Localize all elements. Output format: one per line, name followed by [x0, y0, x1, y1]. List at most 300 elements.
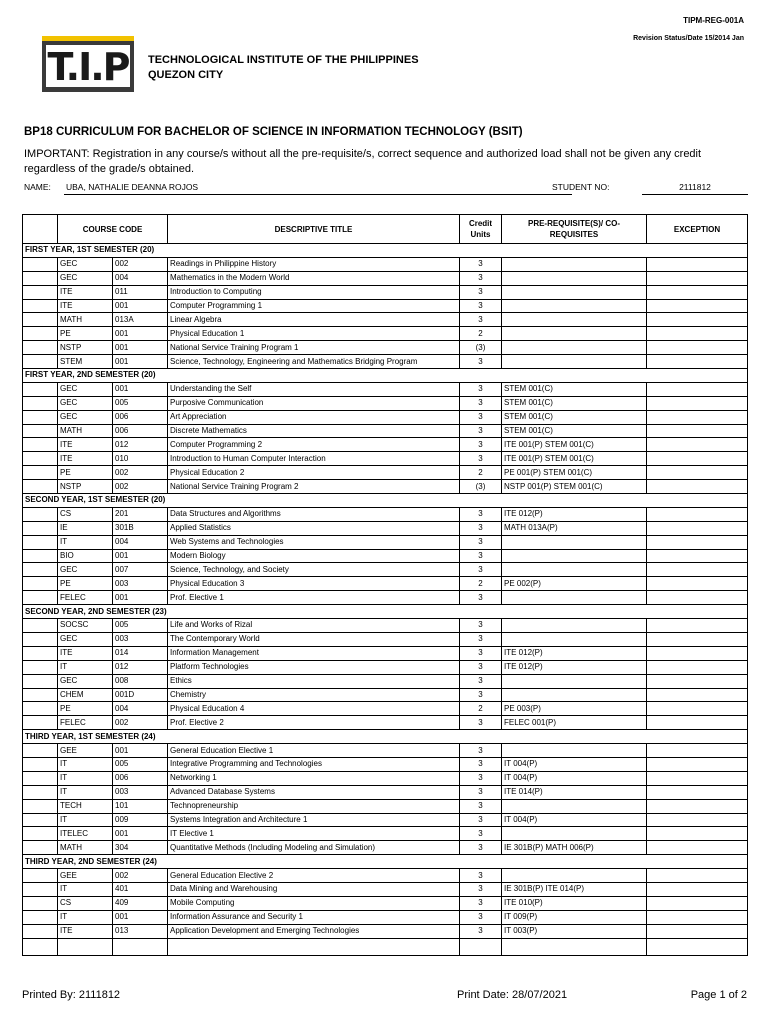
course-subject: CS: [58, 896, 113, 910]
prerequisites: [502, 799, 647, 813]
course-number: 010: [113, 452, 168, 466]
student-no-label: STUDENT NO:: [552, 182, 610, 192]
row-blank-cell: [23, 799, 58, 813]
semester-label: SECOND YEAR, 1ST SEMESTER (20): [23, 494, 748, 508]
course-title: National Service Training Program 1: [168, 341, 460, 355]
course-subject: CHEM: [58, 688, 113, 702]
course-subject: IT: [58, 660, 113, 674]
name-label: NAME:: [24, 182, 51, 192]
exception: [647, 507, 748, 521]
course-number: 012: [113, 660, 168, 674]
credit-units: 3: [460, 507, 502, 521]
prerequisites: ITE 012(P): [502, 660, 647, 674]
prerequisites: [502, 257, 647, 271]
course-title: Platform Technologies: [168, 660, 460, 674]
exception: [647, 827, 748, 841]
exception: [647, 521, 748, 535]
exception: [647, 757, 748, 771]
course-number: 401: [113, 882, 168, 896]
table-row: [23, 480, 748, 494]
semester-header-row: [23, 494, 748, 508]
course-number: 003: [113, 577, 168, 591]
exception: [647, 771, 748, 785]
row-blank-cell: [23, 785, 58, 799]
header-descriptive-title: DESCRIPTIVE TITLE: [168, 215, 460, 244]
course-title: Quantitative Methods (Including Modeling and Simulation): [168, 841, 460, 855]
course-title: Chemistry: [168, 688, 460, 702]
header-credit-units: Credit Units: [460, 215, 502, 244]
credit-units: 3: [460, 744, 502, 758]
table-row: [23, 660, 748, 674]
course-subject: IT: [58, 771, 113, 785]
course-number: 001: [113, 341, 168, 355]
exception: [647, 424, 748, 438]
prerequisites: [502, 619, 647, 633]
course-title: Discrete Mathematics: [168, 424, 460, 438]
row-blank-cell: [23, 299, 58, 313]
prerequisites: STEM 001(C): [502, 424, 647, 438]
course-subject: GEC: [58, 382, 113, 396]
semester-header-row: [23, 855, 748, 869]
prerequisites: [502, 549, 647, 563]
course-number: 002: [113, 480, 168, 494]
table-row: [23, 563, 748, 577]
prerequisites: ITE 014(P): [502, 785, 647, 799]
row-blank-cell: [23, 327, 58, 341]
row-blank-cell: [23, 896, 58, 910]
course-title: Computer Programming 1: [168, 299, 460, 313]
table-row: [23, 355, 748, 369]
course-subject: GEC: [58, 271, 113, 285]
course-subject: GEC: [58, 257, 113, 271]
row-blank-cell: [23, 882, 58, 896]
course-title: Web Systems and Technologies: [168, 535, 460, 549]
prerequisites: ITE 010(P): [502, 896, 647, 910]
table-row: [23, 396, 748, 410]
course-subject: GEC: [58, 396, 113, 410]
semester-header-row: [23, 730, 748, 744]
table-row: [23, 688, 748, 702]
course-subject: CS: [58, 507, 113, 521]
course-subject: ITE: [58, 924, 113, 938]
table-row: [23, 702, 748, 716]
course-number: 002: [113, 716, 168, 730]
table-row: [23, 910, 748, 924]
row-blank-cell: [23, 688, 58, 702]
course-subject: ITELEC: [58, 827, 113, 841]
credit-units: 3: [460, 438, 502, 452]
prerequisites: [502, 271, 647, 285]
course-number: 002: [113, 869, 168, 883]
credit-units: 3: [460, 257, 502, 271]
course-subject: ITE: [58, 438, 113, 452]
credit-units: 3: [460, 869, 502, 883]
row-blank-cell: [23, 577, 58, 591]
header-exception: EXCEPTION: [647, 215, 748, 244]
credit-units: 3: [460, 757, 502, 771]
course-title: Introduction to Computing: [168, 285, 460, 299]
important-notice: IMPORTANT: Registration in any course/s without all the pre-requisite/s, correct sequence and authorized load shall not be given any credit regardless of the grade/s obtained.: [24, 148, 702, 175]
course-number: 008: [113, 674, 168, 688]
course-title: Advanced Database Systems: [168, 785, 460, 799]
course-subject: GEE: [58, 869, 113, 883]
course-subject: ITE: [58, 285, 113, 299]
semester-label: SECOND YEAR, 2ND SEMESTER (23): [23, 605, 748, 619]
course-title: Mobile Computing: [168, 896, 460, 910]
credit-units: 3: [460, 591, 502, 605]
prerequisites: ITE 001(P) STEM 001(C): [502, 452, 647, 466]
credit-units: 3: [460, 299, 502, 313]
prerequisites: [502, 827, 647, 841]
exception: [647, 257, 748, 271]
course-subject: MATH: [58, 841, 113, 855]
credit-units: 3: [460, 646, 502, 660]
prerequisites: IT 004(P): [502, 813, 647, 827]
course-number: 004: [113, 702, 168, 716]
table-row: [23, 466, 748, 480]
course-number: 014: [113, 646, 168, 660]
exception: [647, 591, 748, 605]
exception: [647, 438, 748, 452]
row-blank-cell: [23, 660, 58, 674]
course-subject: BIO: [58, 549, 113, 563]
table-row: [23, 869, 748, 883]
credit-units: 3: [460, 271, 502, 285]
exception: [647, 577, 748, 591]
exception: [647, 799, 748, 813]
student-name: UBA, NATHALIE DEANNA ROJOS: [66, 182, 199, 192]
course-number: 009: [113, 813, 168, 827]
prerequisites: PE 001(P) STEM 001(C): [502, 466, 647, 480]
semester-label: THIRD YEAR, 1ST SEMESTER (24): [23, 730, 748, 744]
course-number: 001: [113, 549, 168, 563]
table-row: [23, 549, 748, 563]
course-title: Data Structures and Algorithms: [168, 507, 460, 521]
credit-units: 3: [460, 813, 502, 827]
course-number: 012: [113, 438, 168, 452]
prerequisites: [502, 327, 647, 341]
credit-units: 3: [460, 396, 502, 410]
row-blank-cell: [23, 702, 58, 716]
course-number: 013A: [113, 313, 168, 327]
credit-units: 3: [460, 632, 502, 646]
exception: [647, 702, 748, 716]
exception: [647, 466, 748, 480]
row-blank-cell: [23, 535, 58, 549]
empty-cell: [23, 938, 58, 955]
row-blank-cell: [23, 716, 58, 730]
course-number: 001: [113, 355, 168, 369]
course-subject: GEC: [58, 674, 113, 688]
prerequisites: IT 009(P): [502, 910, 647, 924]
table-row: [23, 452, 748, 466]
credit-units: 3: [460, 910, 502, 924]
row-blank-cell: [23, 744, 58, 758]
course-number: 006: [113, 410, 168, 424]
course-number: 011: [113, 285, 168, 299]
course-number: 004: [113, 535, 168, 549]
page-number: Page 1 of 2: [690, 989, 747, 1001]
prerequisites: ITE 012(P): [502, 646, 647, 660]
prerequisites: [502, 341, 647, 355]
course-number: 006: [113, 771, 168, 785]
course-number: 002: [113, 257, 168, 271]
course-subject: GEE: [58, 744, 113, 758]
prerequisites: [502, 591, 647, 605]
prerequisites: IT 004(P): [502, 757, 647, 771]
course-number: 005: [113, 619, 168, 633]
credit-units: 3: [460, 563, 502, 577]
exception: [647, 813, 748, 827]
exception: [647, 299, 748, 313]
course-subject: IT: [58, 813, 113, 827]
table-row: [23, 785, 748, 799]
course-title: Understanding the Self: [168, 382, 460, 396]
course-title: National Service Training Program 2: [168, 480, 460, 494]
institution-name: TECHNOLOGICAL INSTITUTE OF THE PHILIPPINES: [148, 54, 419, 66]
table-row: [23, 619, 748, 633]
exception: [647, 313, 748, 327]
exception: [647, 660, 748, 674]
course-subject: PE: [58, 577, 113, 591]
table-row: [23, 841, 748, 855]
exception: [647, 632, 748, 646]
credit-units: 3: [460, 785, 502, 799]
row-blank-cell: [23, 591, 58, 605]
course-subject: PE: [58, 327, 113, 341]
semester-label: FIRST YEAR, 1ST SEMESTER (20): [23, 244, 748, 258]
credit-units: 3: [460, 771, 502, 785]
course-title: IT Elective 1: [168, 827, 460, 841]
table-row: [23, 299, 748, 313]
institution-block: [148, 53, 419, 83]
course-number: 003: [113, 785, 168, 799]
credit-units: 3: [460, 841, 502, 855]
course-title: Application Development and Emerging Technologies: [168, 924, 460, 938]
empty-cell: [113, 938, 168, 955]
table-row: [23, 716, 748, 730]
table-row: [23, 577, 748, 591]
course-title: Introduction to Human Computer Interaction: [168, 452, 460, 466]
course-number: 007: [113, 563, 168, 577]
table-row: [23, 827, 748, 841]
credit-units: 3: [460, 285, 502, 299]
row-blank-cell: [23, 924, 58, 938]
header-blank: [23, 215, 58, 244]
course-number: 013: [113, 924, 168, 938]
curriculum-title: BP18 CURRICULUM FOR BACHELOR OF SCIENCE IN INFORMATION TECHNOLOGY (BSIT): [24, 126, 523, 138]
course-subject: IT: [58, 882, 113, 896]
course-title: Physical Education 3: [168, 577, 460, 591]
empty-cell: [502, 938, 647, 955]
prerequisites: IT 004(P): [502, 771, 647, 785]
credit-units: 3: [460, 521, 502, 535]
document-code: TIPM-REG-001A: [683, 16, 744, 25]
row-blank-cell: [23, 771, 58, 785]
course-subject: FELEC: [58, 591, 113, 605]
prerequisites: [502, 285, 647, 299]
credit-units: 3: [460, 827, 502, 841]
course-number: 006: [113, 424, 168, 438]
course-number: 001D: [113, 688, 168, 702]
prerequisites: [502, 674, 647, 688]
credit-units: 2: [460, 327, 502, 341]
exception: [647, 688, 748, 702]
prerequisites: [502, 355, 647, 369]
table-row: [23, 535, 748, 549]
table-row: [23, 744, 748, 758]
course-title: Information Management: [168, 646, 460, 660]
prerequisites: MATH 013A(P): [502, 521, 647, 535]
prerequisites: [502, 535, 647, 549]
table-row: [23, 632, 748, 646]
exception: [647, 785, 748, 799]
course-subject: ITE: [58, 452, 113, 466]
credit-units: 2: [460, 577, 502, 591]
empty-cell: [460, 938, 502, 955]
print-date: Print Date: 28/07/2021: [457, 989, 568, 1001]
student-info: [24, 180, 748, 196]
course-title: Modern Biology: [168, 549, 460, 563]
prerequisites: NSTP 001(P) STEM 001(C): [502, 480, 647, 494]
exception: [647, 619, 748, 633]
course-subject: PE: [58, 466, 113, 480]
course-title: Integrative Programming and Technologies: [168, 757, 460, 771]
row-blank-cell: [23, 424, 58, 438]
course-subject: SOCSC: [58, 619, 113, 633]
row-blank-cell: [23, 466, 58, 480]
table-row: [23, 591, 748, 605]
course-number: 101: [113, 799, 168, 813]
course-number: 005: [113, 396, 168, 410]
exception: [647, 674, 748, 688]
course-number: 001: [113, 910, 168, 924]
row-blank-cell: [23, 355, 58, 369]
credit-units: 3: [460, 882, 502, 896]
table-row: [23, 271, 748, 285]
course-title: Prof. Elective 1: [168, 591, 460, 605]
tip-logo: [42, 36, 134, 92]
name-field: [64, 182, 572, 195]
row-blank-cell: [23, 549, 58, 563]
credit-units: 3: [460, 619, 502, 633]
course-subject: IT: [58, 785, 113, 799]
prerequisites: STEM 001(C): [502, 382, 647, 396]
course-title: Mathematics in the Modern World: [168, 271, 460, 285]
course-number: 001: [113, 299, 168, 313]
course-title: Physical Education 2: [168, 466, 460, 480]
course-title: Systems Integration and Architecture 1: [168, 813, 460, 827]
course-number: 004: [113, 271, 168, 285]
course-number: 201: [113, 507, 168, 521]
row-blank-cell: [23, 827, 58, 841]
row-blank-cell: [23, 396, 58, 410]
course-subject: MATH: [58, 313, 113, 327]
credit-units: 2: [460, 702, 502, 716]
table-row: [23, 327, 748, 341]
course-title: The Contemporary World: [168, 632, 460, 646]
row-blank-cell: [23, 910, 58, 924]
prerequisites: ITE 012(P): [502, 507, 647, 521]
course-title: Prof. Elective 2: [168, 716, 460, 730]
prerequisites: [502, 744, 647, 758]
table-row: [23, 924, 748, 938]
row-blank-cell: [23, 382, 58, 396]
exception: [647, 341, 748, 355]
course-subject: MATH: [58, 424, 113, 438]
revision-status: Revision Status/Date 15/2014 Jan: [633, 35, 744, 42]
table-row: [23, 438, 748, 452]
credit-units: 3: [460, 410, 502, 424]
table-row: [23, 896, 748, 910]
course-title: Applied Statistics: [168, 521, 460, 535]
table-row: [23, 674, 748, 688]
course-subject: ITE: [58, 646, 113, 660]
row-blank-cell: [23, 619, 58, 633]
exception: [647, 744, 748, 758]
semester-label: THIRD YEAR, 2ND SEMESTER (24): [23, 855, 748, 869]
course-number: 003: [113, 632, 168, 646]
curriculum-body: [23, 244, 748, 956]
row-blank-cell: [23, 452, 58, 466]
printed-by: Printed By: 2111812: [22, 989, 121, 1001]
table-row: [23, 341, 748, 355]
row-blank-cell: [23, 341, 58, 355]
prerequisites: [502, 869, 647, 883]
credit-units: (3): [460, 341, 502, 355]
course-title: Purposive Communication: [168, 396, 460, 410]
semester-header-row: [23, 244, 748, 258]
student-no-value: 2111812: [642, 182, 748, 195]
row-blank-cell: [23, 674, 58, 688]
prerequisites: PE 002(P): [502, 577, 647, 591]
exception: [647, 327, 748, 341]
course-subject: ITE: [58, 299, 113, 313]
exception: [647, 549, 748, 563]
credit-units: 3: [460, 355, 502, 369]
exception: [647, 646, 748, 660]
row-blank-cell: [23, 507, 58, 521]
prerequisites: IE 301B(P) MATH 006(P): [502, 841, 647, 855]
course-subject: STEM: [58, 355, 113, 369]
semester-header-row: [23, 369, 748, 383]
credit-units: 3: [460, 452, 502, 466]
credit-units: 3: [460, 313, 502, 327]
prerequisites: IE 301B(P) ITE 014(P): [502, 882, 647, 896]
course-subject: IT: [58, 757, 113, 771]
row-blank-cell: [23, 632, 58, 646]
course-title: Computer Programming 2: [168, 438, 460, 452]
course-title: Data Mining and Warehousing: [168, 882, 460, 896]
course-subject: NSTP: [58, 341, 113, 355]
credit-units: 3: [460, 674, 502, 688]
course-number: 005: [113, 757, 168, 771]
credit-units: 3: [460, 896, 502, 910]
table-row: [23, 382, 748, 396]
row-blank-cell: [23, 257, 58, 271]
curriculum-table: [22, 214, 748, 956]
prerequisites: [502, 688, 647, 702]
row-blank-cell: [23, 646, 58, 660]
prerequisites: [502, 632, 647, 646]
course-subject: TECH: [58, 799, 113, 813]
course-subject: IT: [58, 910, 113, 924]
credit-units: 3: [460, 924, 502, 938]
row-blank-cell: [23, 410, 58, 424]
course-number: 001: [113, 827, 168, 841]
credit-units: 3: [460, 799, 502, 813]
svg-text:T.I.P: T.I.P: [47, 45, 129, 89]
